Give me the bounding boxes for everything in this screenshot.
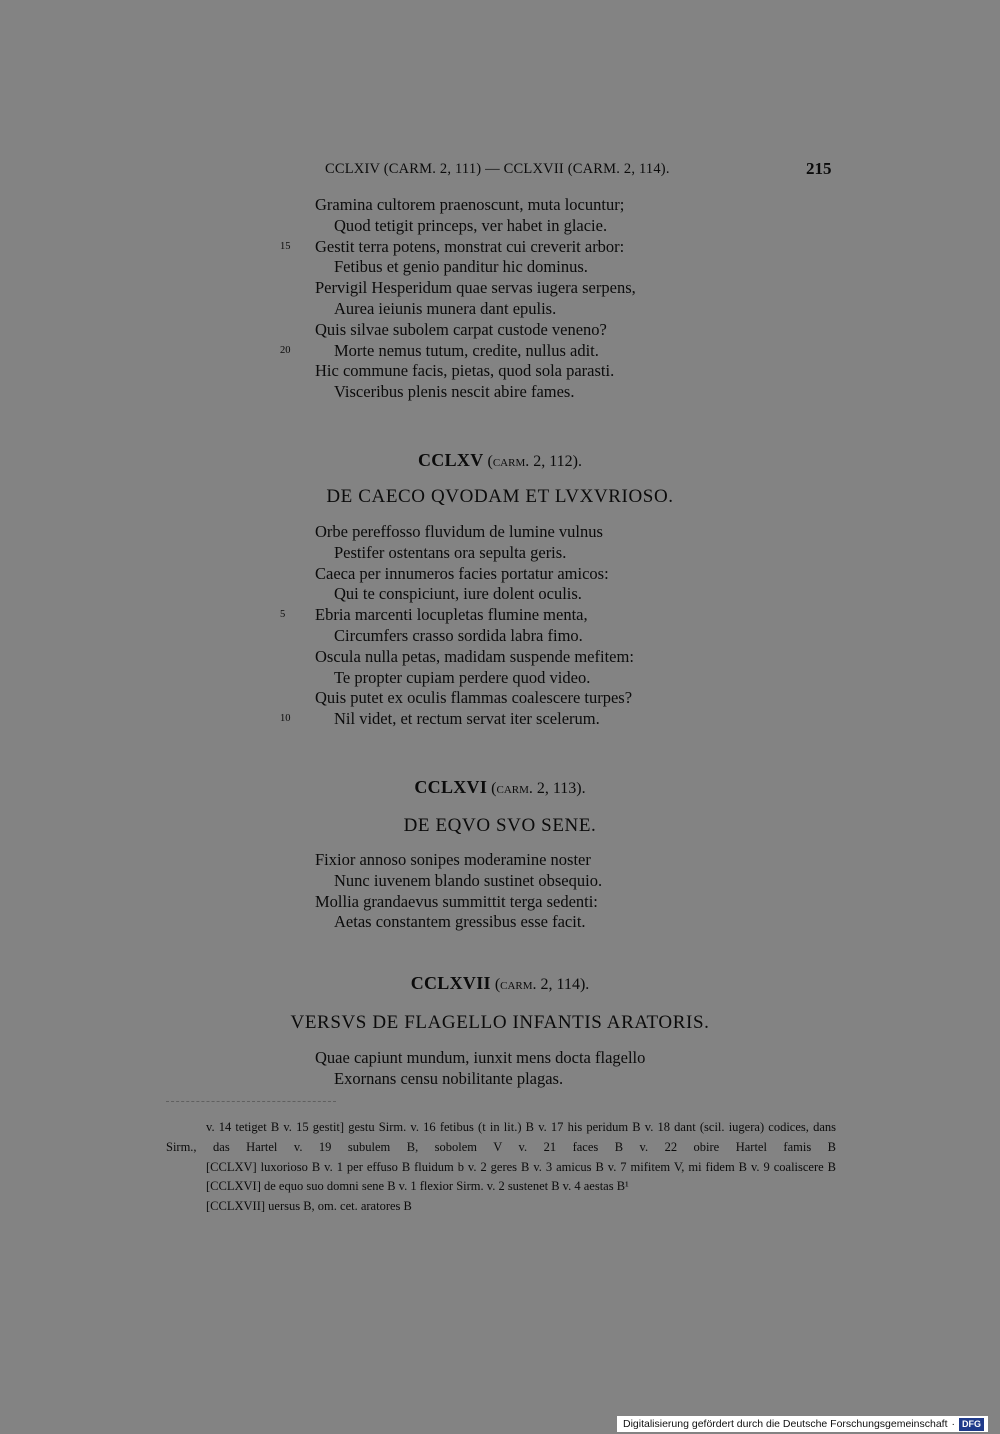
poem-267-verses bbox=[315, 1048, 785, 1090]
verse-line: Mollia grandaevus summittit terga sedenti: bbox=[315, 891, 598, 911]
verse-line: Pervigil Hesperidum quae servas iugera serpens, bbox=[315, 278, 636, 298]
verse-line: Hic commune facis, pietas, quod sola parasti. bbox=[315, 361, 615, 381]
poem-267-title: VERSVS DE FLAGELLO INFANTIS ARATORIS. bbox=[290, 1012, 710, 1033]
notes-divider bbox=[166, 1101, 336, 1102]
verse-line: Te propter cupiam perdere quod video. bbox=[334, 667, 591, 687]
verse-line: Caeca per innumeros facies portatur amicos: bbox=[315, 563, 609, 583]
running-title: CCLXIV (CARM. 2, 111) — CCLXVII (CARM. 2, 114). bbox=[325, 161, 670, 177]
poem-number: CCLXVII bbox=[410, 973, 491, 993]
verse-line: Gramina cultorem praenoscunt, muta locuntur; bbox=[315, 195, 625, 214]
line-number: 15 bbox=[280, 240, 291, 252]
verse-line: Oscula nulla petas, madidam suspende mefitem: bbox=[315, 646, 634, 666]
verse-line: Nunc iuvenem blando sustinet obsequio. bbox=[334, 870, 603, 890]
poem-reference: (carm. 2, 112). bbox=[487, 453, 582, 470]
verse-line: Quis putet ex oculis flammas coalescere turpes? bbox=[315, 688, 633, 708]
verse-line: Quod tetigit princeps, ver habet in glacie. bbox=[334, 215, 608, 235]
poem-266-title: DE EQVO SVO SENE. bbox=[403, 815, 597, 836]
line-number: 5 bbox=[280, 609, 286, 621]
verse-line: 15 Gestit terra potens, monstrat cui creverit arbor: bbox=[280, 236, 625, 256]
verse-line: 10 Nil videt, et rectum servat iter scelerum. bbox=[280, 709, 600, 729]
critical-apparatus bbox=[166, 1118, 836, 1217]
verse-line: Exornans censu nobilitante plagas. bbox=[334, 1068, 564, 1088]
poem-267-heading bbox=[0, 973, 1000, 994]
line-number: 20 bbox=[280, 344, 291, 356]
apparatus-note: [CCLXVII] uersus B, om. cet. aratores B bbox=[206, 1199, 412, 1214]
apparatus-note: [CCLXV] luxorioso B v. 1 per effuso B fluidum b v. 2 geres B v. 3 amicus B v. 7 mifitem V, mi fidem B v. 9 coaliscere B bbox=[206, 1159, 836, 1174]
poem-265-title: DE CAECO QVODAM ET LVXVRIOSO. bbox=[326, 486, 674, 507]
apparatus-note: v. 14 tetiget B v. 15 gestit] gestu Sirm. v. 16 fetibus (t in lit.) B v. 17 his peridum B v. 18 dant (scil. iugera) codices, dans Sirm., das Hartel v. 19 subulem B, sobolem V v. 21 faces B v. 22 obire Hartel famis B bbox=[166, 1120, 836, 1154]
verse-line: Visceribus plenis nescit abire fames. bbox=[334, 382, 575, 402]
verse-line: Pestifer ostentans ora sepulta geris. bbox=[334, 542, 567, 562]
poem-number: CCLXV bbox=[418, 450, 484, 470]
poem-reference: (carm. 2, 113). bbox=[491, 780, 586, 797]
verse-line: Quis silvae subolem carpat custode veneno? bbox=[315, 319, 607, 339]
poem-264-verses bbox=[280, 195, 785, 403]
verse-line: Qui te conspiciunt, iure dolent oculis. bbox=[334, 584, 582, 604]
verse-line: Aetas constantem gressibus esse facit. bbox=[334, 912, 586, 932]
poem-number: CCLXVI bbox=[414, 777, 488, 797]
verse-line: Circumfers crasso sordida labra fimo. bbox=[334, 625, 583, 645]
apparatus-note: [CCLXVI] de equo suo domni sene B v. 1 flexior Sirm. v. 2 sustenet B v. 4 aestas B¹ bbox=[206, 1179, 629, 1194]
page-number: 215 bbox=[806, 159, 832, 178]
poem-265-heading bbox=[0, 450, 1000, 471]
poem-reference: (carm. 2, 114). bbox=[494, 976, 590, 993]
verse-line: Fixior annoso sonipes moderamine noster bbox=[315, 850, 591, 869]
running-head bbox=[0, 161, 1000, 181]
poem-265-verses bbox=[280, 522, 785, 730]
verse-line: Fetibus et genio panditur hic dominus. bbox=[334, 257, 588, 277]
verse-line: Orbe pereffosso fluvidum de lumine vulnus bbox=[315, 522, 603, 541]
dfg-logo-icon: DFG bbox=[959, 1418, 984, 1431]
line-number: 10 bbox=[280, 713, 291, 725]
verse-line: 5 Ebria marcenti locupletas flumine menta, bbox=[280, 605, 588, 625]
poem-266-verses bbox=[315, 850, 785, 933]
poem-266-heading bbox=[0, 777, 1000, 798]
verse-line: Aurea ieiunis munera dant epulis. bbox=[334, 298, 557, 318]
funding-footer: Digitalisierung gefördert durch die Deutsche Forschungsgemeinschaft · DFG bbox=[617, 1416, 988, 1432]
footer-text: Digitalisierung gefördert durch die Deutsche Forschungsgemeinschaft bbox=[622, 1418, 948, 1430]
verse-line: 20 Morte nemus tutum, credite, nullus adit. bbox=[280, 340, 599, 360]
verse-line: Quae capiunt mundum, iunxit mens docta flagello bbox=[315, 1048, 646, 1067]
